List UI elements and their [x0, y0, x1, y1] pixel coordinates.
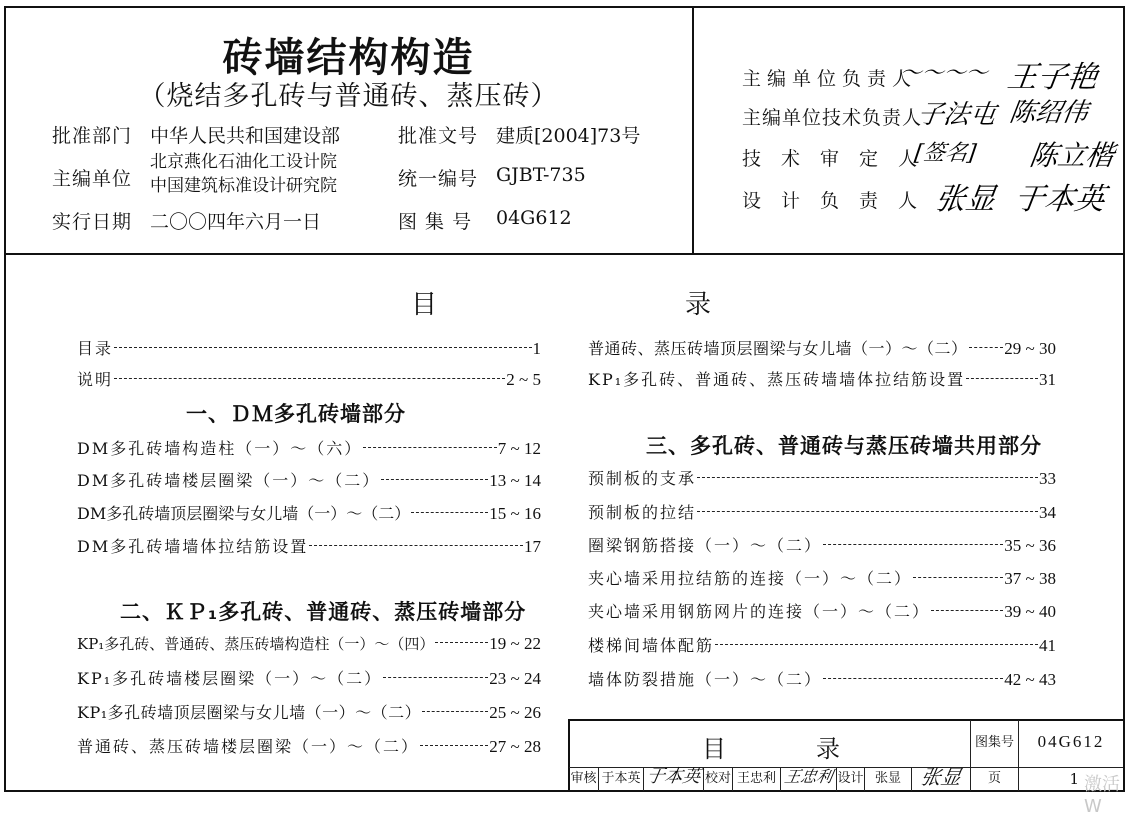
- toc-item[interactable]: [588, 367, 1056, 393]
- atlas-title: 砖墙结构构造: [222, 35, 475, 81]
- chief-tech-signature: 陈绍伟: [1007, 98, 1090, 128]
- toc-item[interactable]: [77, 666, 541, 692]
- toc-item-pages: 2 ~ 5: [506, 370, 541, 389]
- atlas-no-label: 图 集 号: [398, 211, 473, 233]
- toc-item-title: 墙体防裂措施（一）～（二）: [588, 670, 823, 689]
- chief-editor-label: 主编单位负责人: [742, 68, 918, 90]
- leader-dashes: [435, 642, 488, 643]
- toc-item-pages: 33: [1039, 469, 1056, 488]
- approval-doc: 建质[2004]73号: [496, 125, 641, 147]
- toc-item-title: KP₁多孔砖、普通砖、蒸压砖墙墙体拉结筋设置: [588, 370, 966, 389]
- toc-item-pages: 27 ~ 28: [489, 737, 541, 756]
- leader-dashes: [381, 479, 488, 480]
- toc-item-title: 楼梯间墙体配筋: [588, 636, 715, 655]
- designer-name: 张显: [874, 771, 901, 786]
- chief-tech-label: 主编单位技术负责人: [742, 107, 923, 129]
- toc-item-pages: 42 ~ 43: [1004, 670, 1056, 689]
- toc-item-title: 普通砖、蒸压砖墙顶层圈梁与女儿墙（一）～（二）: [588, 339, 968, 358]
- header-divider: [4, 253, 1125, 255]
- leader-dashes: [823, 544, 1003, 545]
- leader-dashes: [969, 347, 1004, 348]
- atlas-subtitle: （烧结多孔砖与普通砖、蒸压砖）: [138, 81, 559, 112]
- checker-name: 王忠利: [736, 771, 776, 786]
- leader-dashes: [697, 511, 1038, 512]
- page-number: 1: [1069, 770, 1079, 788]
- toc-item-pages: 13 ~ 14: [489, 471, 541, 490]
- leader-dashes: [931, 610, 1003, 611]
- effective-date: 二〇〇四年六月一日: [150, 211, 322, 233]
- leader-dashes: [823, 678, 1003, 679]
- toc-item[interactable]: [588, 599, 1056, 625]
- title-block-title-right: 录: [816, 735, 840, 763]
- toc-item-pages: 39 ~ 40: [1004, 602, 1056, 621]
- toc-item[interactable]: [588, 633, 1056, 659]
- toc-item-title: KP₁多孔砖墙楼层圈梁（一）～（二）: [77, 669, 383, 688]
- toc-item-title: 说明: [77, 370, 114, 389]
- toc-item-title: DM多孔砖墙顶层圈梁与女儿墙（一）～（二）: [77, 504, 411, 523]
- toc-item-pages: 37 ~ 38: [1004, 569, 1056, 588]
- toc-item[interactable]: [77, 534, 541, 560]
- toc-item[interactable]: [77, 468, 541, 494]
- toc-item[interactable]: [588, 566, 1056, 592]
- editor-unit-1: 北京燕化石油化工设计院: [150, 152, 337, 172]
- toc-item-notes[interactable]: [77, 367, 541, 393]
- tech-review-label: 技术审定人: [742, 148, 938, 170]
- toc-heading-left: 目: [411, 290, 438, 320]
- leader-dashes: [422, 711, 488, 712]
- reviewer-label: 审核: [570, 771, 597, 786]
- toc-item[interactable]: [588, 533, 1056, 559]
- page-label: 页: [987, 771, 1001, 786]
- section-2-heading: 二、ＫＰ₁多孔砖、普通砖、蒸压砖墙部分: [120, 600, 527, 624]
- leader-dashes: [411, 512, 488, 513]
- toc-item[interactable]: [77, 633, 541, 659]
- reviewer-signature: 于本英: [644, 766, 703, 787]
- editor-unit-2: 中国建筑标准设计研究院: [150, 176, 337, 196]
- leader-dashes: [913, 577, 1003, 578]
- toc-item-pages: 41: [1039, 636, 1056, 655]
- toc-item-pages: 23 ~ 24: [489, 669, 541, 688]
- leader-dashes: [309, 545, 523, 546]
- toc-item-pages: 15 ~ 16: [489, 504, 541, 523]
- toc-item[interactable]: [588, 667, 1056, 693]
- leader-dashes: [966, 378, 1038, 379]
- design-lead-label: 设计负责人: [742, 190, 938, 212]
- toc-heading-right: 录: [685, 290, 712, 320]
- toc-item-pages: 1: [532, 339, 541, 358]
- chief-tech-signature-mark: 子法屯: [915, 100, 998, 130]
- tech-review-signature: 陈立楷: [1027, 139, 1117, 172]
- toc-item[interactable]: [77, 700, 541, 726]
- toc-item-title: DM多孔砖墙构造柱（一）～（六）: [77, 439, 363, 458]
- leader-dashes: [420, 745, 488, 746]
- title-block-title-left: 目: [702, 735, 726, 763]
- toc-item-pages: 17: [524, 537, 541, 556]
- leader-dashes: [715, 644, 1038, 645]
- activation-watermark: 激活 W: [1084, 774, 1120, 817]
- reviewer-name: 于本英: [601, 771, 641, 786]
- leader-dashes: [697, 477, 1038, 478]
- toc-item-title: 夹心墙采用拉结筋的连接（一）～（二）: [588, 569, 913, 588]
- toc-item-title: KP₁多孔砖墙顶层圈梁与女儿墙（一）～（二）: [77, 703, 422, 722]
- toc-item[interactable]: [588, 336, 1056, 362]
- chief-editor-signature: 王子艳: [1005, 60, 1100, 95]
- checker-label: 校对: [704, 771, 731, 786]
- toc-item-title: 夹心墙采用钢筋网片的连接（一）～（二）: [588, 602, 931, 621]
- checker-signature: 王忠利: [782, 767, 835, 786]
- design-lead-signature: 张显 于本英: [933, 182, 1108, 217]
- atlas-no-label: 图集号: [974, 735, 1014, 750]
- toc-item-pages: 35 ~ 36: [1004, 536, 1056, 555]
- unified-no-label: 统一编号: [398, 168, 479, 190]
- editor-unit-label: 主编单位: [52, 168, 133, 190]
- approval-doc-label: 批准文号: [398, 125, 479, 147]
- title-block-top: [569, 719, 1125, 721]
- approval-dept-label: 批准部门: [52, 125, 133, 147]
- toc-item-pages: 29 ~ 30: [1004, 339, 1056, 358]
- toc-item[interactable]: [77, 436, 541, 462]
- toc-item[interactable]: [588, 466, 1056, 492]
- toc-item-pages: 34: [1039, 503, 1056, 522]
- section-1-heading: 一、ＤＭ多孔砖墙部分: [186, 402, 406, 426]
- chief-editor-signature-mark: ～～～～: [897, 61, 990, 86]
- section-3-heading: 三、多孔砖、普通砖与蒸压砖墙共用部分: [646, 434, 1042, 458]
- leader-dashes: [383, 677, 488, 678]
- toc-item-pages: 7 ~ 12: [497, 439, 541, 458]
- toc-item-title: 预制板的支承: [588, 469, 697, 488]
- toc-item-title: 圈梁钢筋搭接（一）～（二）: [588, 536, 823, 555]
- toc-item-title: KP₁多孔砖、普通砖、蒸压砖墙构造柱（一）～（四）: [77, 635, 435, 653]
- toc-item[interactable]: [77, 501, 541, 527]
- leader-dashes: [363, 447, 497, 448]
- designer-label: 设计: [837, 771, 864, 786]
- toc-item-title: 预制板的拉结: [588, 503, 697, 522]
- effective-date-label: 实行日期: [52, 211, 133, 233]
- unified-no: GJBT-735: [496, 164, 586, 186]
- tech-review-signature-mark: [签名]: [912, 141, 978, 166]
- designer-signature: 张显: [918, 765, 964, 789]
- leader-dashes: [114, 378, 505, 379]
- toc-item-contents[interactable]: [77, 336, 541, 362]
- toc-item-pages: 19 ~ 22: [489, 634, 541, 653]
- toc-item-title: 普通砖、蒸压砖墙楼层圈梁（一）～（二）: [77, 737, 420, 756]
- toc-item-title: DM多孔砖墙楼层圈梁（一）～（二）: [77, 471, 381, 490]
- leader-dashes: [114, 347, 531, 348]
- toc-item-pages: 25 ~ 26: [489, 703, 541, 722]
- approval-dept: 中华人民共和国建设部: [150, 125, 341, 147]
- toc-item[interactable]: [77, 734, 541, 760]
- toc-item-pages: 31: [1039, 370, 1056, 389]
- toc-item-title: 目录: [77, 339, 114, 358]
- toc-item-title: DM多孔砖墙墙体拉结筋设置: [77, 537, 309, 556]
- atlas-no: 04G612: [496, 207, 572, 229]
- toc-item[interactable]: [588, 500, 1056, 526]
- atlas-no-value: 04G612: [1037, 732, 1105, 751]
